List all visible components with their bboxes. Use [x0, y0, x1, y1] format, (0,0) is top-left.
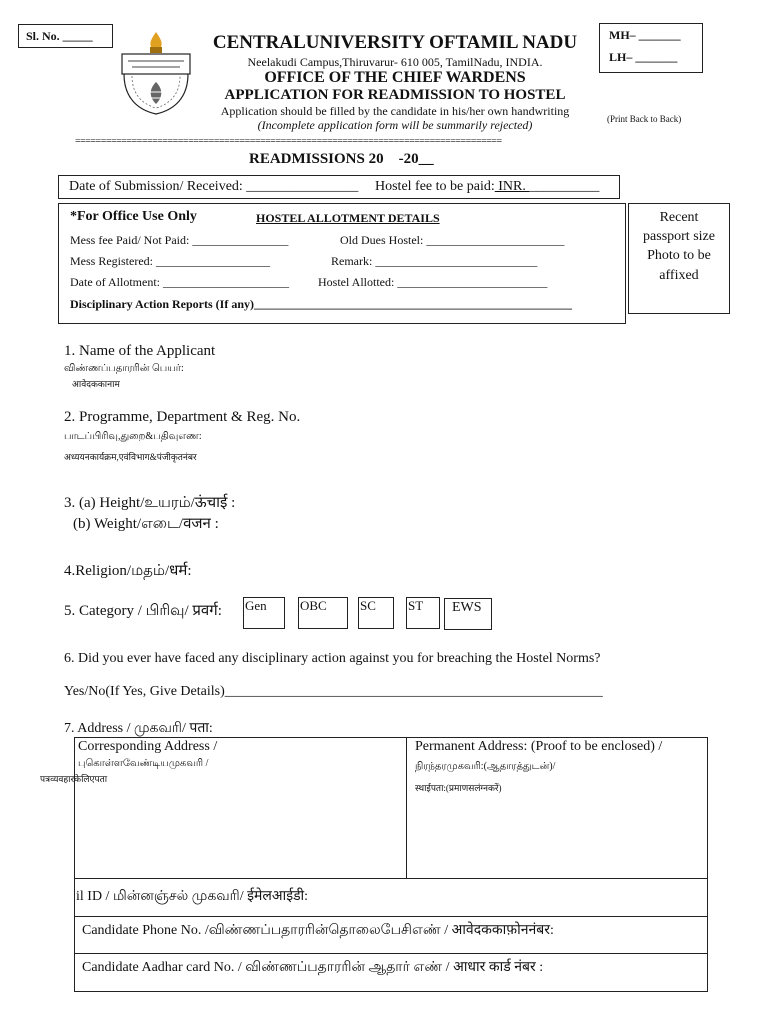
hostel-fee-blank: __________	[529, 179, 600, 194]
header-divider: ===================================================================================	[75, 136, 502, 147]
hostel-allotment-heading: HOSTEL ALLOTMENT DETAILS	[256, 211, 440, 225]
submission-date-field[interactable]: Date of Submission/ Received: ________________	[69, 179, 359, 194]
office-title: OFFICE OF THE CHIEF WARDENS	[264, 69, 526, 86]
q5-category: 5. Category / பிரிவு/ प्रवर्ग:	[64, 603, 222, 619]
disciplinary-reports-field[interactable]: Disciplinary Action Reports (If any)_____________________________________________________	[70, 297, 572, 311]
permanent-address-hindi: स्थाईपता:(प्रमाणसलंग्नकरें)	[415, 783, 502, 793]
q1-hindi: आवेदककानाम	[72, 379, 120, 389]
remark-field[interactable]: Remark: ___________________________	[331, 254, 538, 268]
photo-line-2: passport size	[643, 229, 715, 244]
university-name: CENTRALUNIVERSITY OFTAMIL NADU	[212, 32, 578, 53]
warning-text: (Incomplete application form will be summarily rejected)	[257, 118, 533, 132]
address-row-line-3	[74, 953, 708, 954]
q6-answer-field[interactable]: Yes/No(If Yes, Give Details)______________________________________________________	[64, 684, 603, 699]
mess-fee-field[interactable]: Mess fee Paid/ Not Paid: ________________	[70, 233, 289, 247]
category-gen-label: Gen	[245, 598, 267, 613]
category-obc-label: OBC	[300, 598, 327, 613]
email-field[interactable]: il ID / மின்னஞ்சல் முகவரி/ ईमेलआईडी:	[76, 889, 309, 904]
address-row-line-1	[74, 878, 708, 879]
print-note: (Print Back to Back)	[607, 114, 682, 124]
application-title: APPLICATION FOR READMISSION TO HOSTEL	[224, 87, 566, 103]
photo-line-3: Photo to be	[647, 248, 711, 263]
address-column-divider	[406, 737, 407, 878]
mess-registered-field[interactable]: Mess Registered: ___________________	[70, 254, 270, 268]
corresponding-address-label[interactable]: Corresponding Address /	[78, 739, 218, 754]
photo-line-4: affixed	[659, 268, 699, 283]
lh-label: LH– _______	[609, 50, 678, 64]
university-address: Neelakudi Campus,Thiruvarur- 610 005, TamilNadu, INDIA.	[247, 55, 543, 69]
q7-address-label: 7. Address / முகவரி/ पता:	[64, 721, 213, 736]
hostel-fee-currency: INR.	[494, 179, 530, 194]
sl-no-label: Sl. No. _____	[26, 29, 93, 43]
q1-applicant-name[interactable]: 1. Name of the Applicant	[64, 343, 216, 359]
q3-height[interactable]: 3. (a) Height/உயரம்/ऊंचाई :	[64, 495, 236, 511]
q2-programme[interactable]: 2. Programme, Department & Reg. No.	[64, 409, 301, 425]
hostel-fee-label: Hostel fee to be paid:	[375, 179, 495, 194]
photo-line-1: Recent	[659, 210, 699, 225]
category-sc-label: SC	[360, 598, 376, 613]
readmissions-title: READMISSIONS 20 -20__	[249, 151, 434, 167]
corresponding-address-tamil: புகொள்ளவேண்டியமுகவரி /	[78, 758, 209, 769]
hostel-allotted-field[interactable]: Hostel Allotted: _________________________	[318, 275, 548, 289]
q2-tamil: பாடப்பிரிவு,துறை&பதிவுஎண:	[64, 431, 202, 442]
phone-field[interactable]: Candidate Phone No. /விண்ணப்பதாரரின்தொலைபேசிஎண் / आवेदककाफ़ोननंबर:	[82, 923, 554, 938]
q6-disciplinary-question: 6. Did you ever have faced any disciplinary action against you for breaching the Hostel Norms?	[64, 651, 601, 666]
hostel-fee-field[interactable]	[375, 179, 599, 195]
category-ews-label: EWS	[452, 600, 482, 615]
address-row-line-2	[74, 916, 708, 917]
old-dues-field[interactable]: Old Dues Hostel: _______________________	[340, 233, 565, 247]
q3-weight[interactable]: (b) Weight/எடை/वजन :	[73, 516, 219, 532]
instruction-text: Application should be filled by the candidate in his/her own handwriting	[220, 104, 570, 118]
corresponding-address-hindi: पत्रव्यवहारकेलिएपता	[40, 774, 108, 784]
mh-label: MH– _______	[609, 28, 681, 42]
q1-tamil: விண்ணப்பதாரரின் பெயர்:	[64, 363, 184, 374]
permanent-address-label[interactable]: Permanent Address: (Proof to be enclosed) /	[415, 739, 663, 754]
q2-hindi: अध्ययनकार्यक्रम,एवंविभाग&पंजीकृतनंबर	[64, 452, 197, 462]
q4-religion[interactable]: 4.Religion/மதம்/धर्म:	[64, 563, 192, 579]
permanent-address-tamil: நிரந்தரமுகவரி:(ஆதாரத்துடன்)/	[415, 761, 556, 772]
date-allotment-field[interactable]: Date of Allotment: _____________________	[70, 275, 289, 289]
office-use-title: *For Office Use Only	[70, 209, 197, 224]
aadhar-field[interactable]: Candidate Aadhar card No. / விண்ணப்பதாரரின் ஆதார் எண் / आधार कार्ड नंबर :	[82, 960, 544, 975]
category-st-label: ST	[408, 598, 424, 613]
